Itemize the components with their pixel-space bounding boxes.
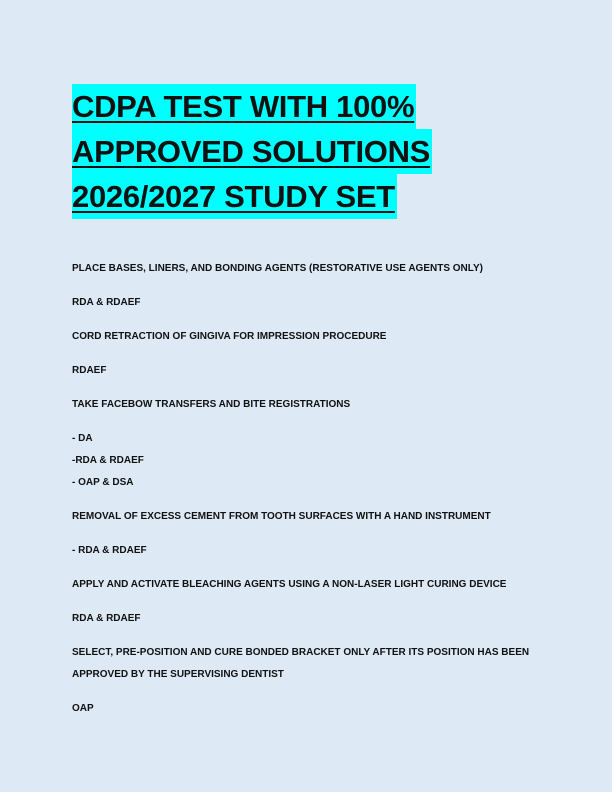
question-text: SELECT, PRE-POSITION AND CURE BONDED BRACKET ONLY AFTER ITS POSITION HAS BEEN	[72, 647, 530, 658]
question-text: REMOVAL OF EXCESS CEMENT FROM TOOTH SURFACES WITH A HAND INSTRUMENT	[72, 511, 491, 522]
question-text: APPROVED BY THE SUPERVISING DENTIST	[72, 669, 284, 680]
answer-text: - OAP & DSA	[72, 477, 134, 488]
title-line-3: 2026/2027 STUDY SET	[72, 174, 397, 219]
title-line-2: APPROVED SOLUTIONS	[72, 129, 432, 174]
question-text: PLACE BASES, LINERS, AND BONDING AGENTS (RESTORATIVE USE AGENTS ONLY)	[72, 263, 483, 274]
question-text: APPLY AND ACTIVATE BLEACHING AGENTS USING A NON-LASER LIGHT CURING DEVICE	[72, 579, 507, 590]
answer-text: OAP	[72, 703, 94, 714]
question-text: CORD RETRACTION OF GINGIVA FOR IMPRESSION PROCEDURE	[72, 331, 387, 342]
document-title	[72, 84, 542, 219]
question-text: TAKE FACEBOW TRANSFERS AND BITE REGISTRATIONS	[72, 399, 351, 410]
answer-text: RDA & RDAEF	[72, 297, 141, 308]
answer-text: RDA & RDAEF	[72, 613, 141, 624]
answer-text: -RDA & RDAEF	[72, 455, 144, 466]
answer-text: - RDA & RDAEF	[72, 545, 147, 556]
answer-text: RDAEF	[72, 365, 107, 376]
title-line-1: CDPA TEST WITH 100%	[72, 84, 416, 129]
answer-text: - DA	[72, 433, 93, 444]
